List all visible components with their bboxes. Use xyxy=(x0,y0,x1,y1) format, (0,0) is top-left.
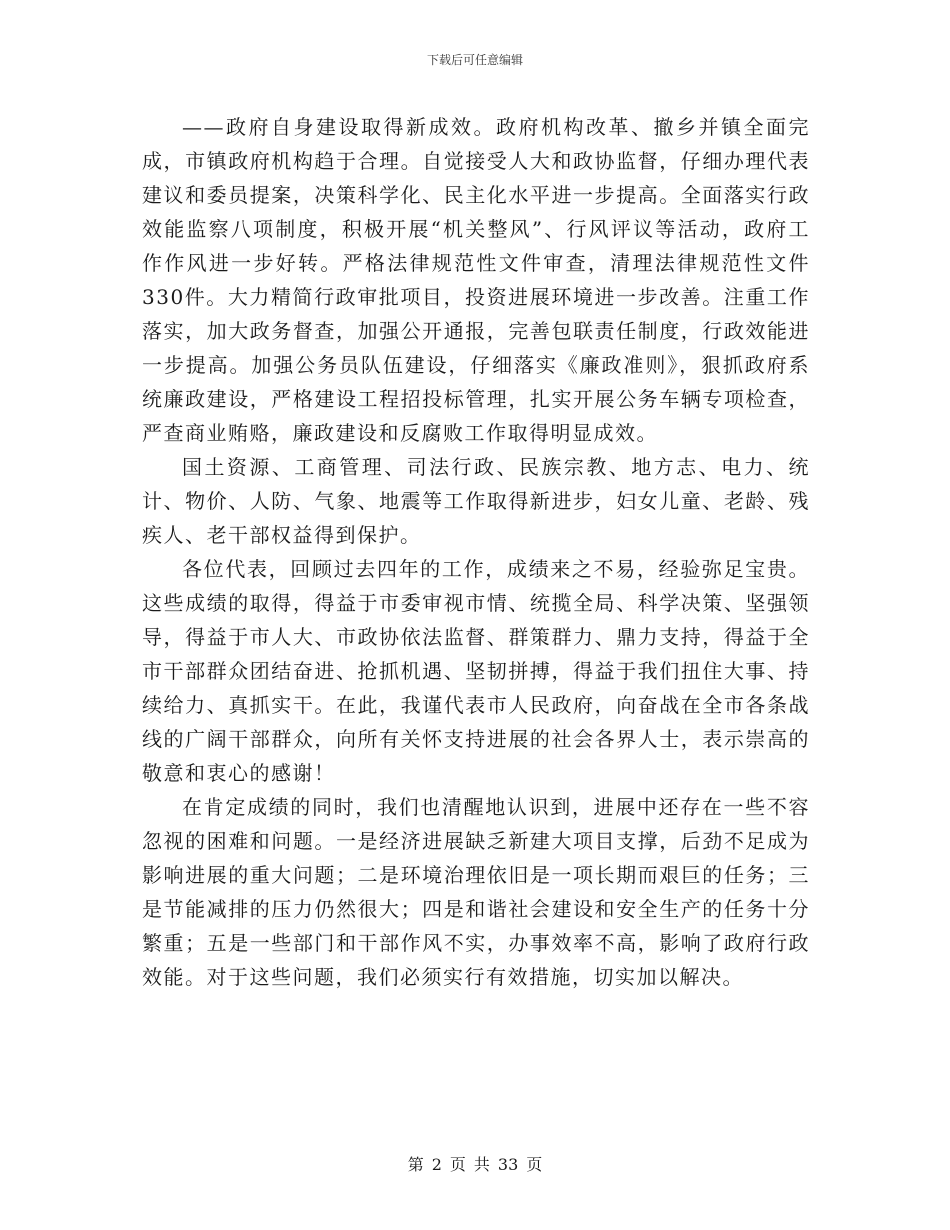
document-body xyxy=(142,110,810,994)
footer-prefix: 第 xyxy=(407,1155,424,1174)
paragraph-government-building: ——政府自身建设取得新成效。政府机构改革、撤乡并镇全面完成，市镇政府机构趋于合理。自觉接受人大和政协监督，仔细办理代表建议和委员提案，决策科学化、民主化水平进一步提高。全面落实行政效能监察八项制度，积极开展“机关整风”、行风评议等活动，政府工作作风进一步好转。严格法律规范性文件审查，清理法律规范性文件330件。大力精简行政审批项目，投资进展环境进一步改善。注重工作落实，加大政务督查，加强公开通报，完善包联责任制度，行政效能进一步提高。加强公务员队伍建设，仔细落实《廉政准则》，狠抓政府系统廉政建设，严格建设工程招投标管理，扎实开展公务车辆专项检查，严查商业贿赂，廉政建设和反腐败工作取得明显成效。 xyxy=(142,115,810,445)
footer-suffix: 页 xyxy=(526,1155,543,1174)
footer-total-pages: 33 xyxy=(497,1155,519,1174)
page-header: 下载后可任意编辑 xyxy=(426,53,523,67)
footer-total-word: 共 xyxy=(473,1155,490,1174)
paragraph-problems: 在肯定成绩的同时，我们也清醒地认识到，进展中还存在一些不容忽视的困难和问题。一是经济进展缺乏新建大项目支撑，后劲不足成为影响进展的重大问题；二是环境治理依旧是一项长期而艰巨的任务；三是节能减排的压力仍然很大；四是和谐社会建设和安全生产的任务十分繁重；五是一些部门和干部作风不实，办事效率不高，影响了政府行政效能。对于这些问题，我们必须实行有效措施，切实加以解决。 xyxy=(142,795,810,989)
paragraph-review-thanks: 各位代表，回顾过去四年的工作，成绩来之不易，经验弥足宝贵。这些成绩的取得，得益于市委审视市情、统揽全局、科学决策、坚强领导，得益于市人大、市政协依法监督、群策群力、鼎力支持，得益于全市干部群众团结奋进、抢抓机遇、坚韧拼搏，得益于我们扭住大事、持续给力、真抓实干。在此，我谨代表市人民政府，向奋战在全市各条战线的广阔干部群众，向所有关怀支持进展的社会各界人士，表示崇高的敬意和衷心的感谢！ xyxy=(142,557,810,785)
footer-page-word: 页 xyxy=(449,1155,466,1174)
paragraph-other-work: 国土资源、工商管理、司法行政、民族宗教、地方志、电力、统计、物价、人防、气象、地震等工作取得新进步，妇女儿童、老龄、残疾人、老干部权益得到保护。 xyxy=(142,455,810,547)
footer-current-page: 2 xyxy=(431,1155,442,1174)
page-footer xyxy=(0,1155,950,1175)
